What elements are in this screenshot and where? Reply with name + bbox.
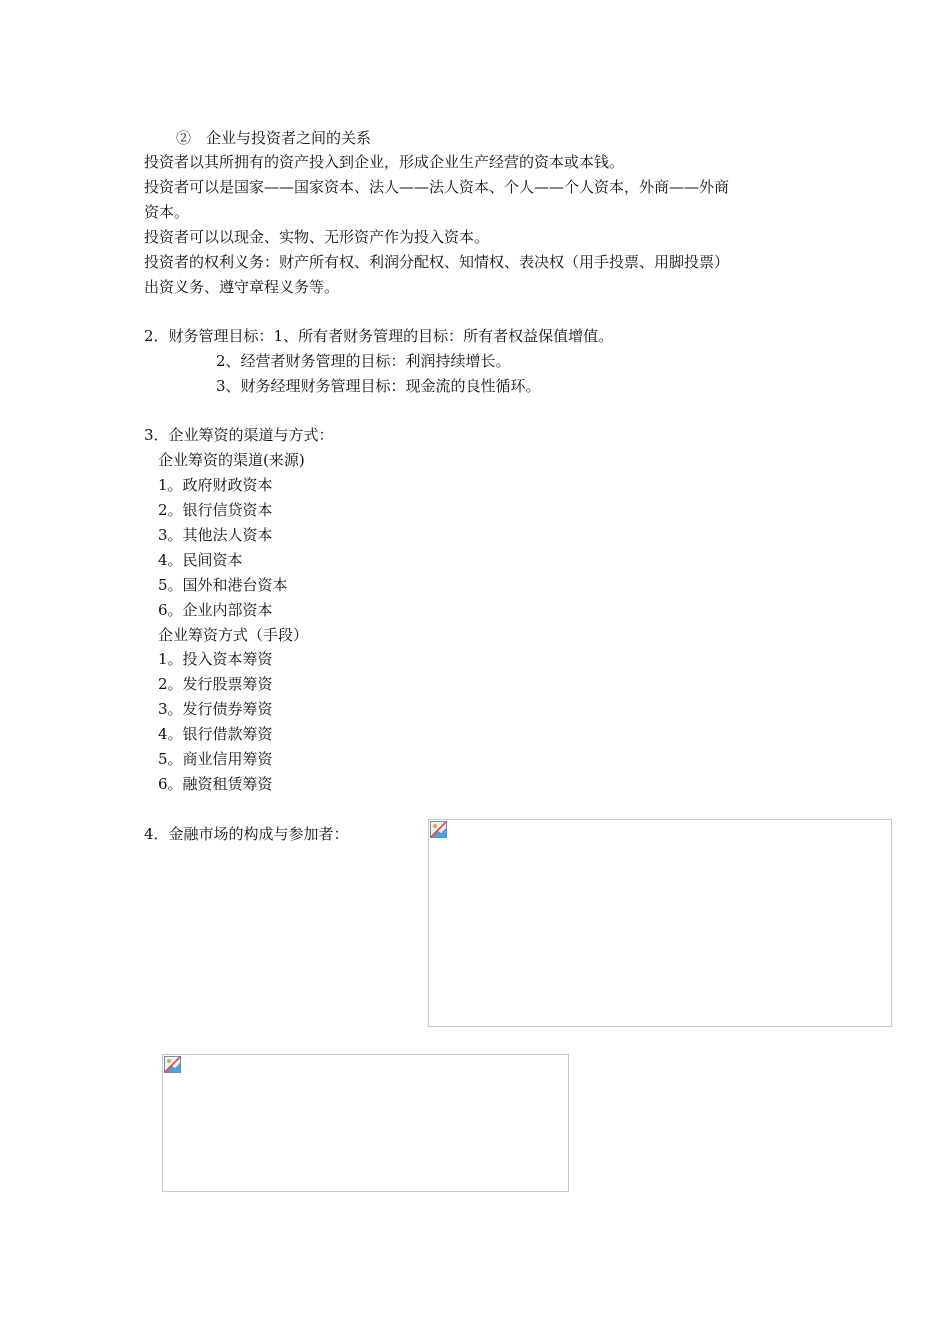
paragraph: 投资者可以是国家——国家资本、法人——法人资本、个人——个人资本，外商——外商 [144,178,730,196]
list-item: 3。发行债券筹资 [158,700,273,718]
image-placeholder [162,1054,569,1192]
paragraph: 投资者可以以现金、实物、无形资产作为投入资本。 [144,228,490,246]
list-item: 2。银行信贷资本 [158,501,273,519]
list-item: 4。民间资本 [158,551,243,569]
section2-heading: 2．财务管理目标：1、所有者财务管理的目标：所有者权益保值增值。 [144,327,614,345]
list-item: 3。其他法人资本 [158,526,273,544]
paragraph: 资本。 [144,203,190,221]
section3-heading: 3．企业筹资的渠道与方式： [144,426,334,444]
section4-heading: 4．金融市场的构成与参加者： [144,825,349,843]
list-item: 5。国外和港台资本 [158,576,288,594]
list-item: 4。银行借款筹资 [158,725,273,743]
list-item: 1。投入资本筹资 [158,650,273,668]
broken-image-icon [429,820,448,839]
methods-title: 企业筹资方式（手段） [158,626,309,644]
broken-image-icon [163,1055,182,1074]
paragraph: 投资者的权利义务：财产所有权、利润分配权、知情权、表决权（用手投票、用脚投票） [144,253,730,271]
list-item: 6。融资租赁筹资 [158,775,273,793]
image-placeholder [428,819,892,1027]
paragraph: 投资者以其所拥有的资产投入到企业，形成企业生产经营的资本或本钱。 [144,153,625,171]
list-item: 2。发行股票筹资 [158,675,273,693]
paragraph: 出资义务、遵守章程义务等。 [144,278,340,296]
goal-line: 2、经营者财务管理的目标：利润持续增长。 [216,352,511,370]
section1-heading: ② 企业与投资者之间的关系 [176,129,372,147]
list-item: 1。政府财政资本 [158,476,273,494]
goal-line: 3、财务经理财务管理目标：现金流的良性循环。 [216,377,541,395]
channels-title: 企业筹资的渠道(来源) [158,451,305,469]
list-item: 5。商业信用筹资 [158,750,273,768]
list-item: 6。企业内部资本 [158,601,273,619]
